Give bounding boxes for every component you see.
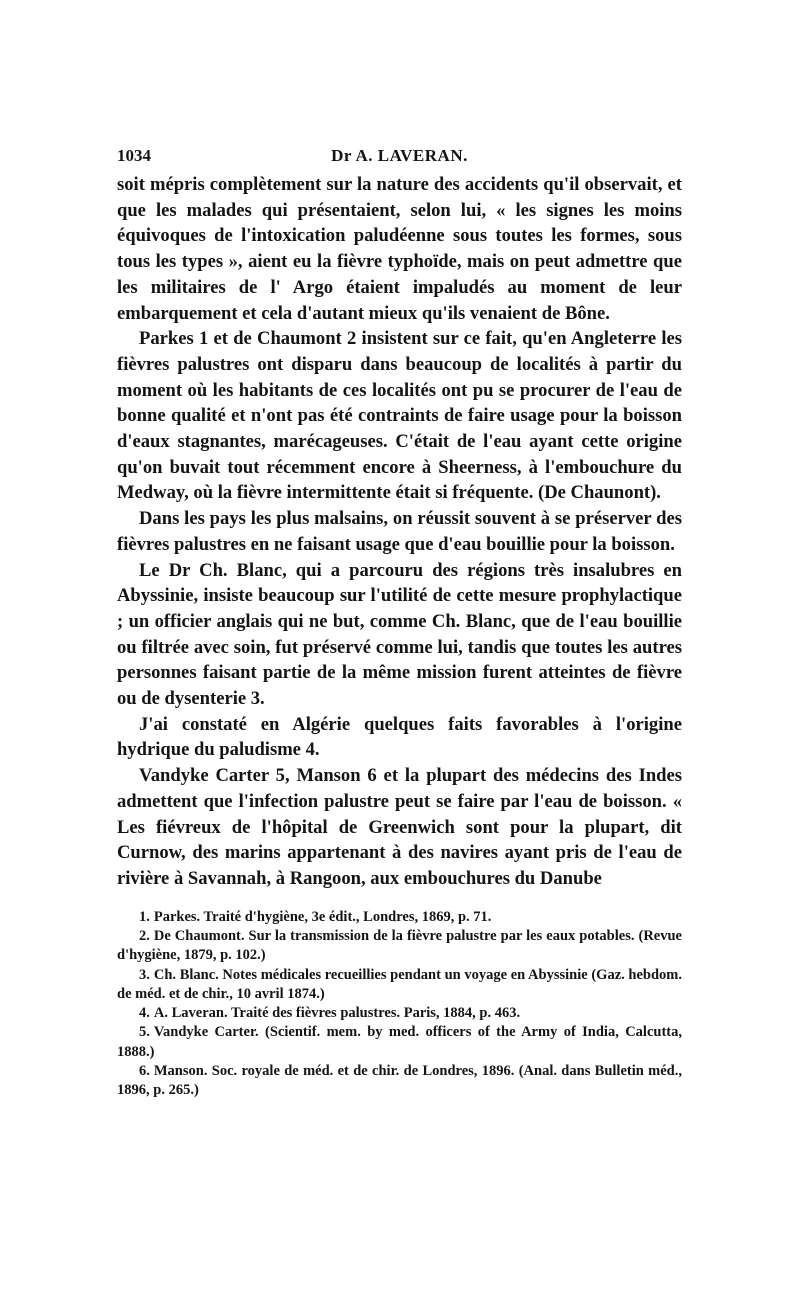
- footnote-text: De Chaumont. Sur la transmission de la fièvre palustre par les eaux potables. (Revue d'hygiène, 1879, p. 102.): [117, 927, 682, 964]
- footnote: [117, 966, 682, 1005]
- footnote-text: Parkes. Traité d'hygiène, 3e édit., Londres, 1869, p. 71.: [153, 908, 492, 925]
- footnote-text: A. Laveran. Traité des fièvres palustres. Paris, 1884, p. 463.: [153, 1005, 521, 1022]
- page-number: 1034: [117, 146, 151, 165]
- footnote-text: Vandyke Carter. (Scientif. mem. by med. officers of the Army of India, Calcutta, 1888.): [117, 1024, 682, 1060]
- footnote-number: 3.: [139, 966, 150, 983]
- footnote: [117, 1004, 682, 1023]
- paragraph: Parkes 1 et de Chaumont 2 insistent sur ce fait, qu'en Angleterre les fièvres palustres ont disparu dans beaucoup de localités à partir du moment où les habitants de ces localités ont pu se procurer de l'eau de bonne qualité et n'ont pas été contraints de faire usage pour la boisson d'eaux stagnantes, marécageuses. C'était de l'eau ayant cette origine qu'on buvait tout récemment encore à Sheerness, à l'embouchure du Medway, où la fièvre intermittente était si fréquente. (De Chaunont).: [117, 328, 682, 504]
- footnote: [117, 908, 682, 927]
- paragraph: J'ai constaté en Algérie quelques faits favorables à l'origine hydrique du paludisme 4.: [117, 713, 682, 761]
- body-text: [117, 172, 682, 892]
- footnotes: [117, 908, 682, 1101]
- footnote: [117, 927, 682, 966]
- paragraph: Dans les pays les plus malsains, on réussit souvent à se préserver des fièvres palustres en ne faisant usage que d'eau bouillie pour la boisson.: [117, 508, 682, 555]
- footnote-number: 5.: [139, 1024, 150, 1041]
- footnote: [117, 1062, 682, 1101]
- document-page: [117, 146, 682, 1101]
- page-header: [117, 146, 682, 172]
- footnote-number: 6.: [139, 1063, 150, 1080]
- paragraph: Vandyke Carter 5, Manson 6 et la plupart des médecins des Indes admettent que l'infection palustre peut se faire par l'eau de boisson. « Les fiévreux de l'hôpital de Greenwich sont pour la plupart, dit Curnow, des marins appartenant à des navires ayant pris de l'eau de rivière à Savannah, à Rangoon, aux embouchures du Danube: [117, 765, 682, 889]
- paragraph: Le Dr Ch. Blanc, qui a parcouru des régions très insalubres en Abyssinie, insiste beaucoup sur l'utilité de cette mesure prophylactique ; un officier anglais qui ne but, comme Ch. Blanc, que de l'eau bouillie ou filtrée avec soin, fut préservé comme lui, tandis que toutes les autres personnes faisant partie de la même mission furent atteintes de fièvre ou de dysenterie 3.: [117, 559, 682, 710]
- footnote-text: Ch. Blanc. Notes médicales recueillies pendant un voyage en Abyssinie (Gaz. hebdom. de méd. et de chir., 10 avril 1874.): [117, 966, 682, 1002]
- footnote: [117, 1023, 682, 1062]
- footnote-number: 1.: [139, 908, 150, 925]
- footnote-number: 4.: [139, 1005, 150, 1022]
- footnote-text: Manson. Soc. royale de méd. et de chir. de Londres, 1896. (Anal. dans Bulletin méd., 1896, p. 265.): [117, 1063, 682, 1099]
- running-head: Dr A. LAVERAN.: [331, 146, 468, 165]
- paragraph: soit mépris complètement sur la nature des accidents qu'il observait, et que les malades qui présentaient, selon lui, « les signes les moins équivoques de l'intoxication paludéenne sous toutes les formes, sous tous les types », aient eu la fièvre typhoïde, mais on peut admettre que les militaires de l' Argo étaient impaludés au moment de leur embarquement et cela d'autant mieux qu'ils venaient de Bône.: [117, 174, 682, 324]
- footnote-number: 2.: [139, 927, 150, 944]
